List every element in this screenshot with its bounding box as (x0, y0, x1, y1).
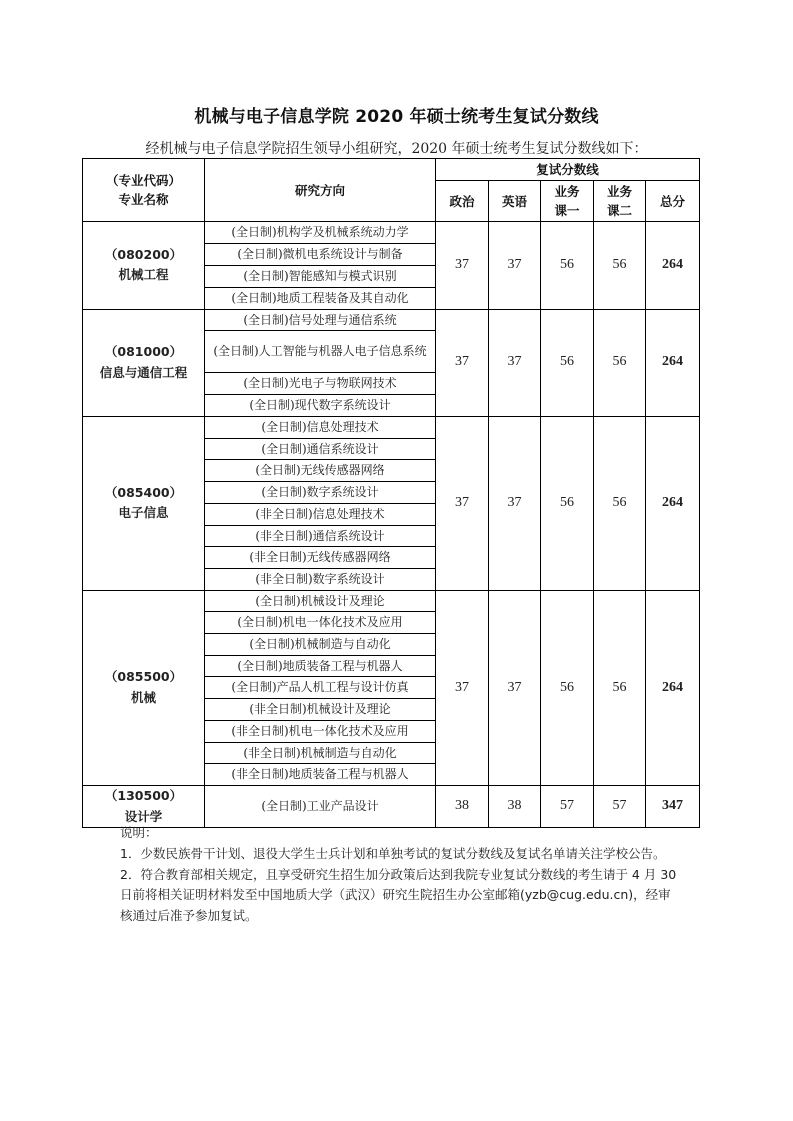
major-cell (83, 309, 205, 416)
research-direction: (非全日制)数字系统设计 (205, 569, 436, 591)
score-politics: 38 (436, 786, 489, 828)
score-total: 264 (646, 222, 700, 310)
research-direction: (全日制)产品人机工程与设计仿真 (205, 677, 436, 699)
header-english: 英语 (489, 181, 541, 222)
major-cell (83, 222, 205, 310)
research-direction: (非全日制)信息处理技术 (205, 503, 436, 525)
table-body (83, 222, 700, 828)
research-direction: (全日制)数字系统设计 (205, 482, 436, 504)
score-politics: 37 (436, 309, 489, 416)
table-row (83, 590, 700, 612)
score-course2: 56 (594, 416, 646, 590)
major-cell (83, 786, 205, 828)
research-direction: (非全日制)机电一体化技术及应用 (205, 720, 436, 742)
header-politics: 政治 (436, 181, 489, 222)
score-course1: 57 (541, 786, 594, 828)
major-code: （085500） (104, 669, 183, 685)
header-course2-line1: 业务 (606, 184, 632, 199)
research-direction: (非全日制)机械制造与自动化 (205, 742, 436, 764)
table-row (83, 416, 700, 438)
score-english: 38 (489, 786, 541, 828)
notes-heading: 说明： (120, 825, 158, 840)
major-name: 信息与通信工程 (99, 364, 188, 380)
note-item-2: 2．符合教育部相关规定，且享受研究生招生加分政策后达到我院专业复试分数线的考生请于 4 月 30 日前将相关证明材料发至中国地质大学（武汉）研究生院招生办公室邮箱(yzb@cug.edu.cn)，经审核通过后准予参加复试。 (120, 866, 677, 924)
header-score-group: 复试分数线 (436, 159, 700, 181)
research-direction: (全日制)地质工程装备及其自动化 (205, 287, 436, 309)
intro-text: 经机械与电子信息学院招生领导小组研究，2020 年硕士统考生复试分数线如下： (145, 141, 648, 157)
research-direction: (全日制)信息处理技术 (205, 416, 436, 438)
score-course1: 56 (541, 590, 594, 786)
score-course2: 56 (594, 590, 646, 786)
research-direction: (非全日制)地质装备工程与机器人 (205, 764, 436, 786)
table-header (83, 159, 700, 222)
major-code: （130500） (104, 788, 183, 803)
research-direction: (全日制)机械设计及理论 (205, 590, 436, 612)
table-row (83, 786, 700, 828)
major-name: 机械工程 (118, 267, 169, 283)
header-course2-line2: 课二 (606, 203, 632, 218)
major-cell (83, 416, 205, 590)
major-code: （085400） (104, 484, 183, 500)
score-english: 37 (489, 222, 541, 310)
research-direction: (全日制)地质装备工程与机器人 (205, 655, 436, 677)
header-direction: 研究方向 (205, 159, 436, 222)
research-direction: (全日制)机电一体化技术及应用 (205, 612, 436, 634)
score-english: 37 (489, 309, 541, 416)
research-direction: (全日制)机械制造与自动化 (205, 633, 436, 655)
research-direction: (全日制)光电子与物联网技术 (205, 373, 436, 395)
research-direction: (非全日制)无线传感器网络 (205, 547, 436, 569)
research-direction: (全日制)信号处理与通信系统 (205, 309, 436, 331)
score-total: 264 (646, 416, 700, 590)
score-table (82, 158, 700, 828)
notes-section (120, 823, 680, 927)
score-course2: 57 (594, 786, 646, 828)
score-total: 264 (646, 590, 700, 786)
major-cell (83, 590, 205, 786)
header-course1-line1: 业务 (554, 184, 580, 199)
score-course1: 56 (541, 309, 594, 416)
header-major-code: （专业代码） (105, 173, 181, 188)
header-major (83, 159, 205, 222)
research-direction: (全日制)无线传感器网络 (205, 460, 436, 482)
note-item-1: 1．少数民族骨干计划、退役大学生士兵计划和单独考试的复试分数线及复试名单请关注学校公告。 (120, 845, 666, 861)
research-direction: (非全日制)机械设计及理论 (205, 699, 436, 721)
major-name: 电子信息 (118, 505, 169, 520)
table-row (83, 222, 700, 244)
table-row (83, 309, 700, 331)
major-name: 设计学 (124, 808, 163, 824)
score-course1: 56 (541, 222, 594, 310)
major-code: （081000） (104, 344, 183, 359)
score-english: 37 (489, 590, 541, 786)
research-direction: (全日制)现代数字系统设计 (205, 395, 436, 417)
research-direction: (非全日制)通信系统设计 (205, 525, 436, 547)
header-course1-line2: 课一 (554, 203, 580, 218)
score-english: 37 (489, 416, 541, 590)
header-total: 总分 (646, 181, 700, 222)
research-direction: (全日制)机构学及机械系统动力学 (205, 222, 436, 244)
research-direction: (全日制)通信系统设计 (205, 438, 436, 460)
score-politics: 37 (436, 590, 489, 786)
research-direction: (全日制)工业产品设计 (205, 786, 436, 828)
research-direction: (全日制)智能感知与模式识别 (205, 266, 436, 288)
score-politics: 37 (436, 222, 489, 310)
score-politics: 37 (436, 416, 489, 590)
score-total: 347 (646, 786, 700, 828)
research-direction: (全日制)微机电系统设计与制备 (205, 244, 436, 266)
major-code: （080200） (104, 246, 183, 262)
header-course2 (594, 181, 646, 222)
major-name: 机械 (130, 689, 156, 705)
score-total: 264 (646, 309, 700, 416)
header-major-name: 专业名称 (118, 192, 169, 207)
research-direction: (全日制)人工智能与机器人电子信息系统 (205, 331, 436, 373)
page-title: 机械与电子信息学院 2020 年硕士统考生复试分数线 (194, 107, 599, 127)
header-course1 (541, 181, 594, 222)
score-course1: 56 (541, 416, 594, 590)
score-course2: 56 (594, 222, 646, 310)
score-course2: 56 (594, 309, 646, 416)
